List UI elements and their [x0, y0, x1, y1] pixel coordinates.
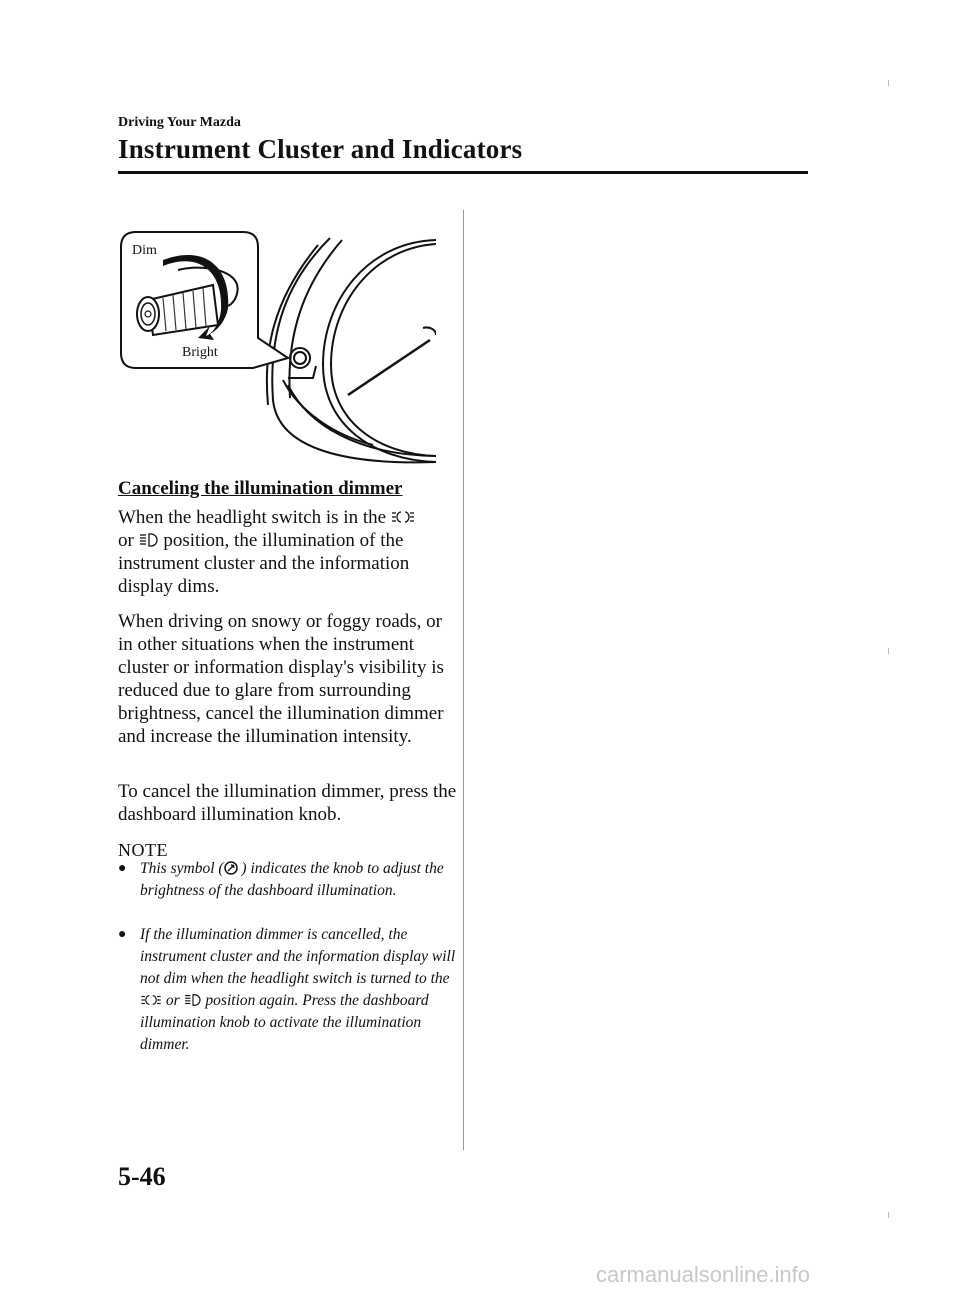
headlight-icon	[184, 993, 202, 1007]
crop-mark	[888, 1212, 889, 1218]
paragraph-text: or	[118, 530, 134, 551]
parking-light-icon	[140, 993, 162, 1007]
paragraph-text: position, the illumination of the instrument cluster and the information display dims.	[118, 530, 410, 597]
note-item	[118, 924, 460, 1056]
paragraph	[118, 506, 458, 598]
note-text: If the illumination dimmer is cancelled, the instrument cluster and the information display will not dim when the headlight switch is turned to the	[140, 926, 456, 987]
parking-light-icon	[391, 509, 415, 525]
dimmer-knob-figure	[118, 230, 436, 470]
bright-label: Bright	[182, 345, 218, 360]
note-heading: NOTE	[118, 840, 168, 860]
note-item	[118, 858, 460, 902]
bullet-icon: ●	[118, 861, 127, 876]
column-divider	[463, 210, 464, 1150]
header-rule	[118, 171, 808, 174]
subheading: Canceling the illumination dimmer	[118, 478, 403, 499]
crop-mark	[888, 80, 889, 86]
dimmer-knob-illustration	[118, 230, 436, 470]
bullet-icon: ●	[118, 927, 127, 942]
note-text: or	[165, 992, 180, 1009]
paragraph-text: When the headlight switch is in the	[118, 507, 387, 528]
page-title: Instrument Cluster and Indicators	[118, 134, 523, 164]
crop-mark	[888, 648, 889, 654]
paragraph: To cancel the illumination dimmer, press the dashboard illumination knob.	[118, 781, 457, 825]
page-number: 5-46	[118, 1162, 166, 1191]
paragraph: When driving on snowy or foggy roads, or in other situations when the instrument cluster or information display's visibility is reduced due to glare from surrounding brightness, cancel the illumination dimmer and increase the illumination intensity.	[118, 611, 444, 747]
watermark[interactable]: carmanualsonline.info	[596, 1262, 811, 1287]
headlight-icon	[139, 532, 159, 548]
note-text: This symbol (	[140, 860, 224, 877]
section-label: Driving Your Mazda	[118, 115, 241, 130]
note-text: ) indicates the knob to adjust the brightness of the dashboard illumination.	[140, 860, 444, 899]
dim-label: Dim	[132, 243, 157, 258]
note-text: position again. Press the dashboard illumination knob to activate the illumination dimmer.	[140, 992, 429, 1053]
dimmer-knob-icon	[224, 861, 238, 875]
